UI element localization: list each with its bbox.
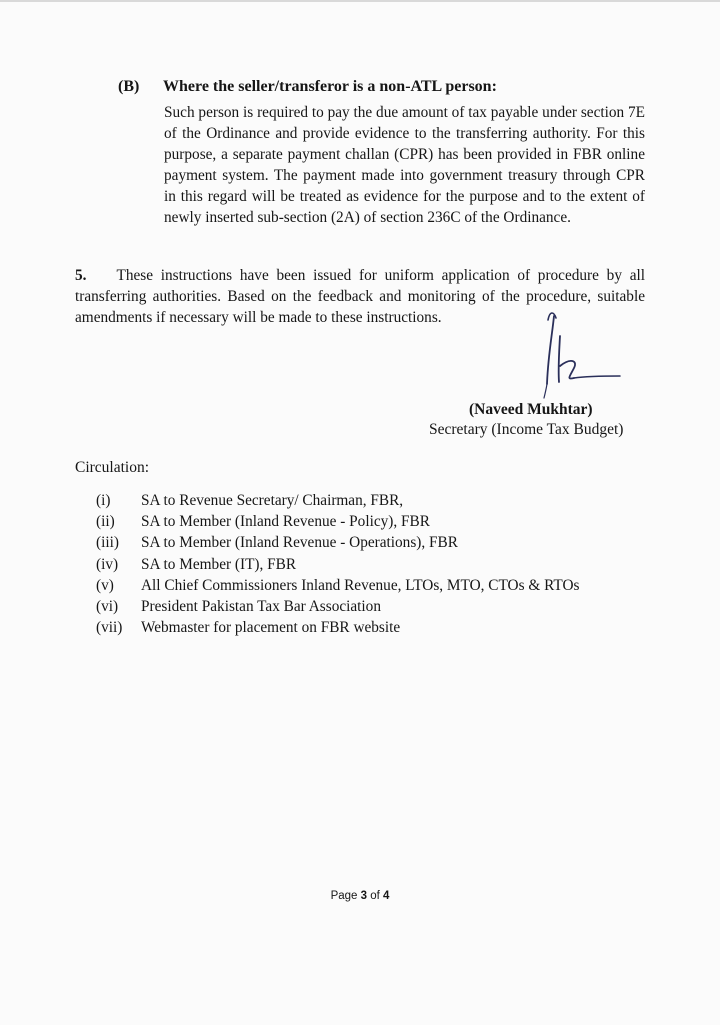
circulation-item	[96, 554, 656, 575]
circulation-item	[96, 596, 656, 617]
page-total: 4	[383, 890, 390, 902]
section-b-heading	[118, 78, 658, 96]
circulation-item-text: President Pakistan Tax Bar Association	[141, 598, 381, 616]
section-b-label: (B)	[118, 78, 140, 95]
circulation-item-number: (ii)	[96, 513, 115, 531]
circulation-item-text: SA to Member (IT), FBR	[141, 555, 297, 573]
signer-name: (Naveed Mukhtar)	[469, 401, 593, 418]
page-top-edge	[0, 0, 720, 2]
signer-title: Secretary (Income Tax Budget)	[429, 421, 624, 438]
circulation-item-number: (v)	[96, 576, 114, 594]
circulation-item	[96, 532, 656, 553]
circulation-item	[96, 511, 656, 532]
paragraph-5-number: 5.	[75, 267, 87, 284]
circulation-item	[96, 575, 656, 596]
section-b-body: Such person is required to pay the due amount of tax payable under section 7E of the Ordinance and provide evidence to the transferring authority. For this purpose, a separate payment challan (CPR) has been provided in FBR online payment system. The payment made into government treasury through CPR in this regard will be treated as evidence for the purpose and to the extent of newly inserted sub-section (2A) of section 236C of the Ordinance.	[164, 104, 645, 226]
paragraph-5-text: These instructions have been issued for uniform application of procedure by all transferring authorities. Based on the feedback and monitoring of the procedure, suitable amendments if necessary will be made to these instructions.	[75, 267, 645, 326]
circulation-item-number: (vi)	[96, 598, 119, 616]
circulation-heading: Circulation:	[75, 459, 150, 476]
circulation-item-number: (vii)	[96, 619, 123, 637]
circulation-item	[96, 617, 656, 638]
circulation-item-number: (iv)	[96, 555, 119, 573]
section-b-title: Where the seller/transferor is a non-ATL person:	[163, 78, 497, 95]
circulation-list	[96, 490, 656, 638]
circulation-item-text: All Chief Commissioners Inland Revenue, LTOs, MTO, CTOs & RTOs	[141, 576, 580, 594]
of-word: of	[370, 890, 380, 902]
circulation-item-text: SA to Revenue Secretary/ Chairman, FBR,	[141, 492, 404, 509]
circulation-item	[96, 490, 656, 511]
page-word: Page	[330, 890, 358, 902]
circulation-item-text: Webmaster for placement on FBR website	[141, 619, 401, 637]
circulation-item-number: (iii)	[96, 534, 119, 552]
page-footer	[0, 890, 720, 902]
page-current: 3	[360, 890, 368, 902]
circulation-item-number: (i)	[96, 492, 111, 509]
circulation-item-text: SA to Member (Inland Revenue - Operations), FBR	[141, 534, 458, 552]
circulation-item-text: SA to Member (Inland Revenue - Policy), FBR	[141, 513, 430, 531]
section-b	[118, 78, 658, 228]
handwritten-signature	[530, 306, 626, 402]
